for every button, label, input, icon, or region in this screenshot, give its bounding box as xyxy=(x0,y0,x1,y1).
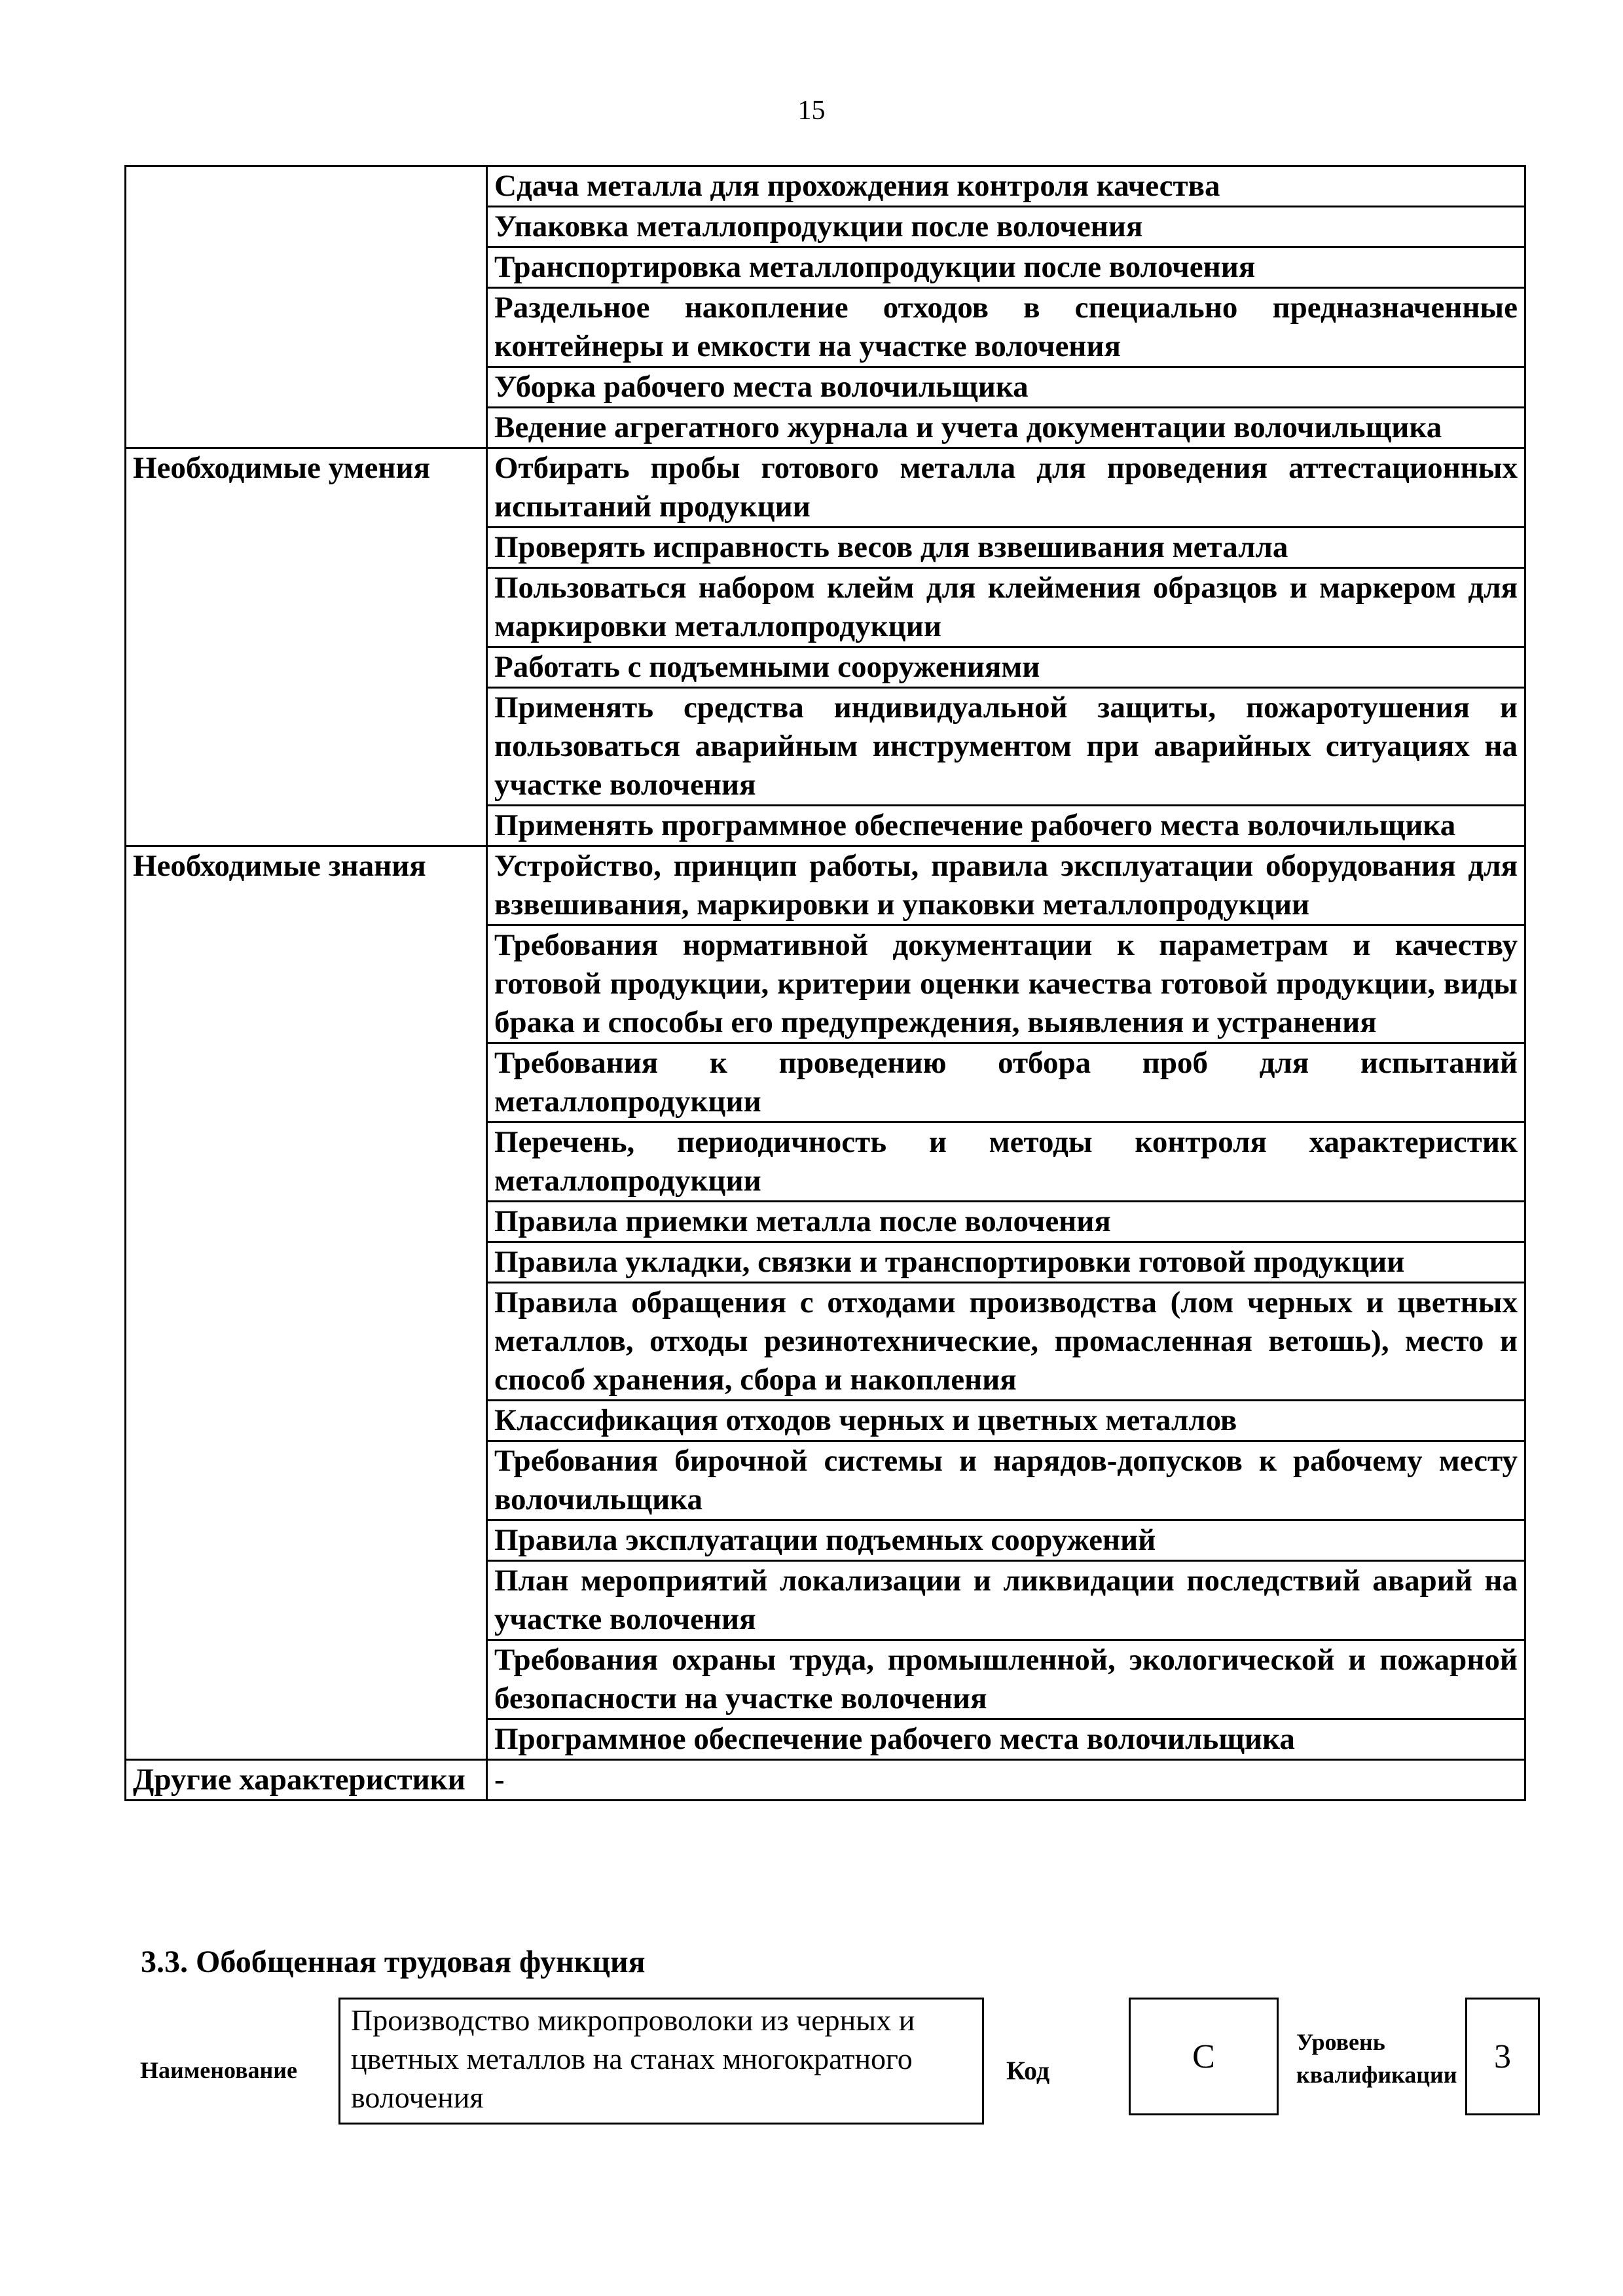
table-row xyxy=(126,166,1525,207)
table-row xyxy=(126,1760,1525,1801)
table-row xyxy=(126,647,1525,688)
group-label-cell xyxy=(126,247,487,288)
item-cell: Правила обращения с отходами производства (лом черных и цветных металлов, отходы резинотехнические, промасленная ветошь), место и способ хранения, сбора и накопления xyxy=(487,1283,1525,1401)
item-cell: Сдача металла для прохождения контроля качества xyxy=(487,166,1525,207)
requirements-table xyxy=(124,165,1526,1801)
group-label-cell xyxy=(126,688,487,806)
item-cell: Правила укладки, связки и транспортировки готовой продукции xyxy=(487,1242,1525,1283)
table-row xyxy=(126,1640,1525,1719)
table-row xyxy=(126,846,1525,925)
group-label-cell xyxy=(126,367,487,408)
item-cell: Раздельное накопление отходов в специально предназначенные контейнеры и емкости на участке волочения xyxy=(487,288,1525,367)
table-row xyxy=(126,1043,1525,1122)
level-label xyxy=(1296,2026,1457,2091)
table-row xyxy=(126,1283,1525,1401)
table-row xyxy=(126,806,1525,846)
item-cell: План мероприятий локализации и ликвидации последствий аварий на участке волочения xyxy=(487,1561,1525,1640)
item-cell: Применять программное обеспечение рабочего места волочильщика xyxy=(487,806,1525,846)
name-label: Наименование xyxy=(140,2057,297,2083)
table-row xyxy=(126,528,1525,568)
level-label-line1: Уровень xyxy=(1296,2029,1385,2055)
item-cell: Устройство, принцип работы, правила эксплуатации оборудования для взвешивания, маркировки и упаковки металлопродукции xyxy=(487,846,1525,925)
table-row xyxy=(126,207,1525,247)
group-label-cell: Необходимые знания xyxy=(126,846,487,925)
group-label-cell xyxy=(126,1561,487,1640)
table-row xyxy=(126,925,1525,1043)
item-cell: Работать с подъемными сооружениями xyxy=(487,647,1525,688)
table-row xyxy=(126,1202,1525,1242)
group-label-cell xyxy=(126,925,487,1043)
group-label-cell xyxy=(126,1283,487,1401)
group-label-cell xyxy=(126,166,487,207)
group-label-cell xyxy=(126,1640,487,1719)
group-label-cell xyxy=(126,408,487,448)
item-cell: Пользоваться набором клейм для клеймения образцов и маркером для маркировки металлопродукции xyxy=(487,568,1525,647)
page-number: 15 xyxy=(797,96,826,126)
code-value-box: C xyxy=(1129,1998,1279,2115)
item-cell: Уборка рабочего места волочильщика xyxy=(487,367,1525,408)
item-cell: Правила эксплуатации подъемных сооружений xyxy=(487,1520,1525,1561)
group-label-cell xyxy=(126,647,487,688)
table-row xyxy=(126,1401,1525,1441)
group-label-cell xyxy=(126,1719,487,1760)
table-row xyxy=(126,1122,1525,1202)
group-label-cell xyxy=(126,528,487,568)
item-cell: - xyxy=(487,1760,1525,1801)
table-row xyxy=(126,1520,1525,1561)
group-label-cell xyxy=(126,288,487,367)
table-row xyxy=(126,1441,1525,1520)
section-heading: 3.3. Обобщенная трудовая функция xyxy=(141,1945,646,1979)
item-cell: Проверять исправность весов для взвешивания металла xyxy=(487,528,1525,568)
table-row xyxy=(126,688,1525,806)
group-label-cell: Другие характеристики xyxy=(126,1760,487,1801)
item-cell: Требования нормативной документации к параметрам и качеству готовой продукции, критерии оценки качества готовой продукции, виды брака и способы его предупреждения, выявления и устранения xyxy=(487,925,1525,1043)
group-label-cell xyxy=(126,806,487,846)
table-row xyxy=(126,288,1525,367)
item-cell: Правила приемки металла после волочения xyxy=(487,1202,1525,1242)
item-cell: Классификация отходов черных и цветных металлов xyxy=(487,1401,1525,1441)
item-cell: Ведение агрегатного журнала и учета документации волочильщика xyxy=(487,408,1525,448)
level-value-box: 3 xyxy=(1465,1998,1540,2115)
group-label-cell xyxy=(126,207,487,247)
group-label-cell xyxy=(126,1520,487,1561)
table-row xyxy=(126,367,1525,408)
table-row xyxy=(126,1719,1525,1760)
item-cell: Упаковка металлопродукции после волочения xyxy=(487,207,1525,247)
group-label-cell xyxy=(126,1242,487,1283)
table-row xyxy=(126,1242,1525,1283)
table-row xyxy=(126,408,1525,448)
item-cell: Требования бирочной системы и нарядов-допусков к рабочему месту волочильщика xyxy=(487,1441,1525,1520)
table-row xyxy=(126,448,1525,528)
group-label-cell xyxy=(126,1122,487,1202)
item-cell: Требования к проведению отбора проб для испытаний металлопродукции xyxy=(487,1043,1525,1122)
group-label-cell xyxy=(126,1441,487,1520)
level-label-line2: квалификации xyxy=(1296,2062,1457,2088)
item-cell: Перечень, периодичность и методы контроля характеристик металлопродукции xyxy=(487,1122,1525,1202)
code-label: Код xyxy=(1006,2056,1050,2085)
group-label-cell xyxy=(126,1401,487,1441)
item-cell: Применять средства индивидуальной защиты, пожаротушения и пользоваться аварийным инструментом при аварийных ситуациях на участке волочения xyxy=(487,688,1525,806)
table-row xyxy=(126,1561,1525,1640)
table-row xyxy=(126,568,1525,647)
function-name-box: Производство микропроволоки из черных и цветных металлов на станах многократного волочения xyxy=(338,1998,984,2125)
item-cell: Отбирать пробы готового металла для проведения аттестационных испытаний продукции xyxy=(487,448,1525,528)
group-label-cell xyxy=(126,1202,487,1242)
item-cell: Требования охраны труда, промышленной, экологической и пожарной безопасности на участке волочения xyxy=(487,1640,1525,1719)
group-label-cell: Необходимые умения xyxy=(126,448,487,528)
item-cell: Транспортировка металлопродукции после волочения xyxy=(487,247,1525,288)
group-label-cell xyxy=(126,1043,487,1122)
group-label-cell xyxy=(126,568,487,647)
table-row xyxy=(126,247,1525,288)
item-cell: Программное обеспечение рабочего места волочильщика xyxy=(487,1719,1525,1760)
